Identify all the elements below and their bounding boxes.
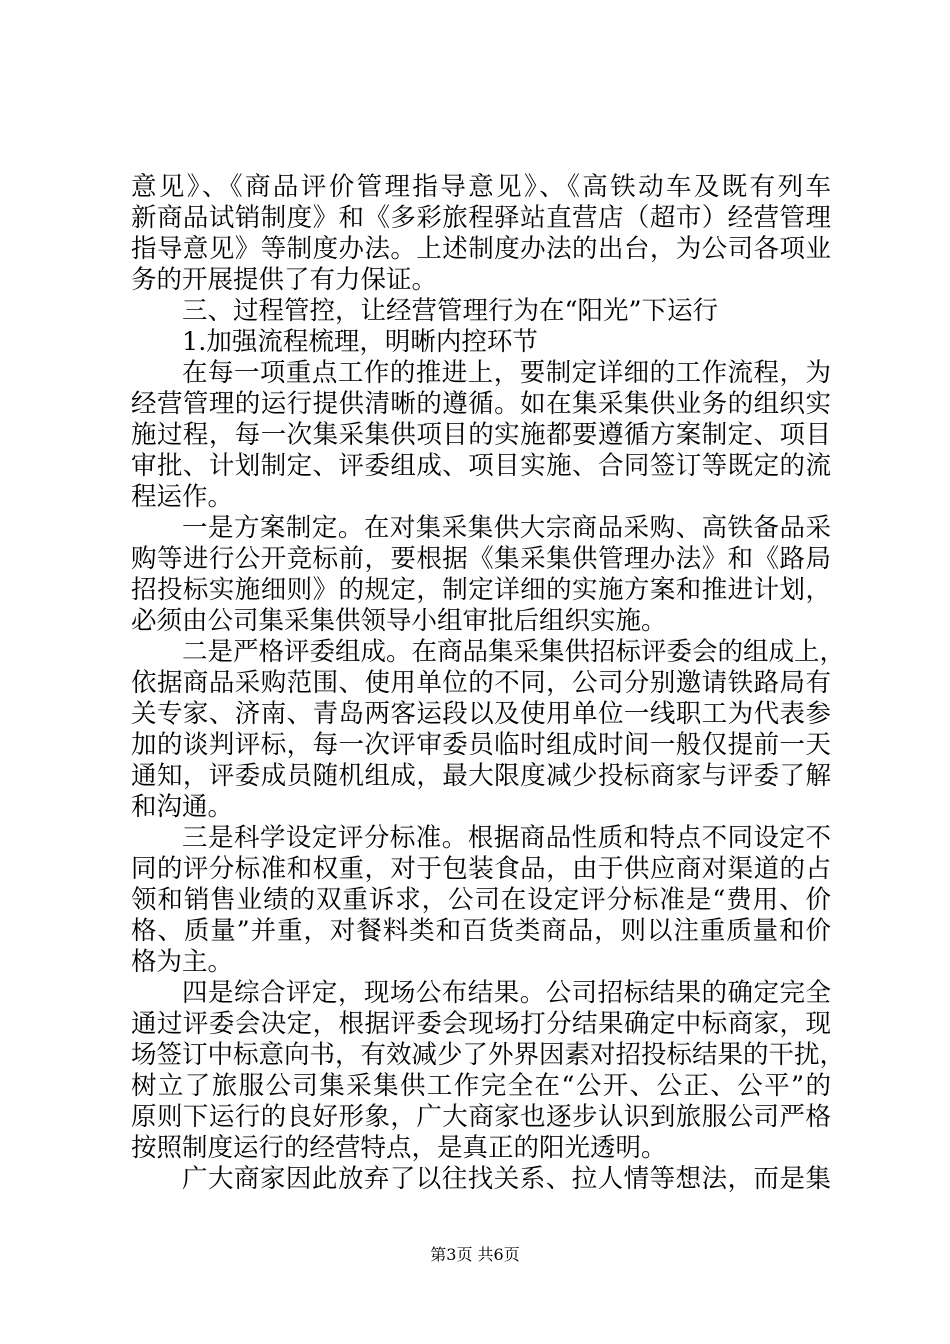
text-line: 四是综合评定，现场公布结果。公司招标结果的确定完全 (182, 978, 831, 1008)
text-line: 格、质量”并重，对餐料类和百货类商品，则以注重质量和价 (131, 916, 831, 946)
text-line: 按照制度运行的经营特点，是真正的阳光透明。 (131, 1133, 667, 1163)
text-line: 通过评委会决定，根据评委会现场打分结果确定中标商家，现 (131, 1009, 831, 1039)
document-body (131, 172, 846, 1195)
text-line: 审批、计划制定、评委组成、项目实施、合同签订等既定的流 (131, 451, 831, 481)
text-line: 经营管理的运行提供清晰的遵循。如在集采集供业务的组织实 (131, 389, 831, 419)
text-line: 招投标实施细则》的规定，制定详细的实施方案和推进计划， (131, 575, 831, 605)
text-line: 购等进行公开竞标前，要根据《集采集供管理办法》和《路局 (131, 544, 831, 574)
text-line: 三、过程管控，让经营管理行为在“阳光”下运行 (182, 296, 719, 326)
text-line: 树立了旅服公司集采集供工作完全在“公开、公正、公平”的 (131, 1071, 831, 1101)
text-line: 必须由公司集采集供领导小组审批后组织实施。 (131, 606, 667, 636)
text-line: 三是科学设定评分标准。根据商品性质和特点不同设定不 (182, 823, 831, 853)
text-line: 一是方案制定。在对集采集供大宗商品采购、高铁备品采 (182, 513, 831, 543)
text-line: 务的开展提供了有力保证。 (131, 265, 438, 295)
text-line: 施过程，每一次集采集供项目的实施都要遵循方案制定、项目 (131, 420, 831, 450)
text-line: 在每一项重点工作的推进上，要制定详细的工作流程，为 (182, 358, 831, 388)
text-line: 加的谈判评标，每一次评审委员临时组成时间一般仅提前一天 (131, 730, 831, 760)
text-line: 通知，评委成员随机组成，最大限度减少投标商家与评委了解 (131, 761, 831, 791)
text-line: 指导意见》等制度办法。上述制度办法的出台，为公司各项业 (131, 234, 831, 264)
text-line: 同的评分标准和权重，对于包装食品，由于供应商对渠道的占 (131, 854, 831, 884)
text-line: 原则下运行的良好形象，广大商家也逐步认识到旅服公司严格 (131, 1102, 831, 1132)
text-line: 和沟通。 (131, 792, 234, 822)
text-line: 程运作。 (131, 482, 234, 512)
page-number: 第3页 共6页 (430, 1245, 520, 1264)
text-line: 关专家、济南、青岛两客运段以及使用单位一线职工为代表参 (131, 699, 831, 729)
text-line: 1.加强流程梳理，明晰内控环节 (182, 327, 538, 357)
text-line: 依据商品采购范围、使用单位的不同，公司分别邀请铁路局有 (131, 668, 831, 698)
text-line: 场签订中标意向书，有效减少了外界因素对招投标结果的干扰， (131, 1040, 846, 1070)
text-line: 广大商家因此放弃了以往找关系、拉人情等想法，而是集 (182, 1164, 831, 1194)
text-line: 领和销售业绩的双重诉求，公司在设定评分标准是“费用、价 (131, 885, 831, 915)
page-footer (0, 1244, 950, 1266)
text-line: 二是严格评委组成。在商品集采集供招标评委会的组成上， (182, 637, 846, 667)
text-line: 格为主。 (131, 947, 234, 977)
text-line: 意见》、《商品评价管理指导意见》、《高铁动车及既有列车 (131, 172, 831, 202)
text-line: 新商品试销制度》和《多彩旅程驿站直营店（超市）经营管理 (131, 203, 831, 233)
